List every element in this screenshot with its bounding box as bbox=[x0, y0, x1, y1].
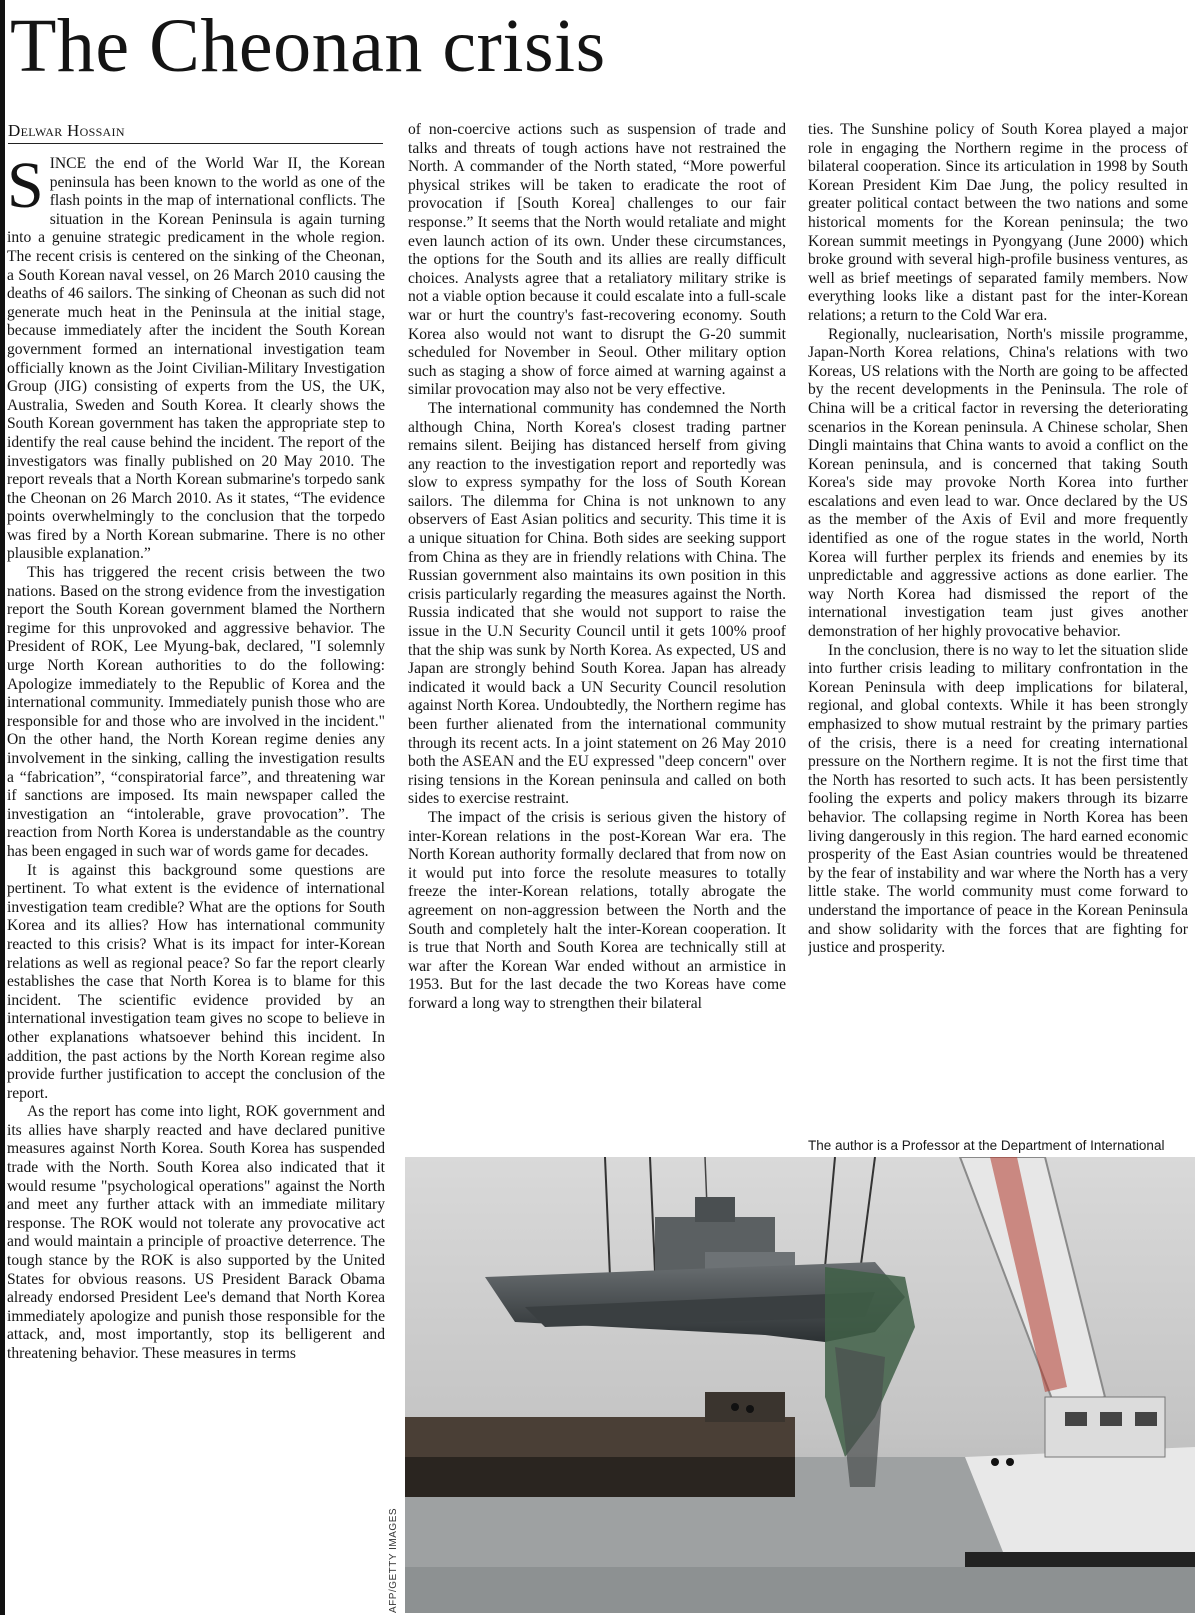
paragraph: In the conclusion, there is no way to let the situation slide into further crisis leading to military confrontation in the Korean Peninsula with deep implications for bilateral, regional, and global contexts. While it has been strongly emphasized to show mutual restraint by the primary parties of the crisis, there is a need for creating international pressure on the Northern regime. It is not the first time that the North has resorted to such acts. It has been persistently fooling the experts and policy makers through its bizarre behavior. The collapsing regime in North Korea has been living dangerously in this region. The hard earned economic prosperity of the East Asian countries would be threatened by the fear of instability and war where the North has a very little stake. The world community must come forward to understand the importance of peace in the Korean Peninsula and show solidarity with the forces that are fighting for justice and prosperity. bbox=[808, 641, 1188, 957]
byline: Delwar Hossain bbox=[8, 122, 383, 144]
article-column-3 bbox=[808, 121, 1188, 1121]
paragraph: ties. The Sunshine policy of South Korea played a major role in engaging the Northern regime in the process of bilateral cooperation. Since its articulation in 1998 by South Korean President Kim Dae Jung, the policy resulted in greater political contact between the two nations and some historical moments for the Korean peninsula; the two Korean summit meetings in Pyongyang (June 2000) which broke ground with several high-profile business ventures, as well as brief meetings of separated family members. Now everything looks like a distant past for the inter-Korean relations; a return to the Cold War era. bbox=[808, 121, 1188, 324]
paragraph bbox=[7, 155, 385, 564]
paragraph: The international community has condemned the North although China, North Korea's closest trading partner remains silent. Beijing has distanced herself from giving any reaction to the investigation report and reportedly was slow to express sympathy for the loss of South Korean sailors. The dilemma for China is not unknown to any observers of East Asian politics and security. This time it is a unique situation for China. Both sides are seeking support from China as they are in friendly relations with China. The Russian government also maintains its own position in this crisis particularly regarding the measures against the North. Russia indicated that she would not support to raise the issue in the U.N Security Council until it gets 100% proof that the ship was sunk by North Korea. As expected, US and Japan are strongly behind South Korea. Japan has already indicated it would back a UN Security Council resolution against North Korea. Undoubtedly, the Northern regime has been further alienated from the international community through its recent acts. In a joint statement on 26 May 2010 both the ASEAN and the EU expressed "deep concern" over rising tensions in the Korean peninsula and called on both sides to exercise restraint. bbox=[408, 399, 786, 808]
photo-credit: AFP/GETTY IMAGES bbox=[388, 1507, 399, 1613]
paragraph-text: INCE the end of the World War II, the Korean peninsula has been known to the world as one of the flash points in the map of international conflicts. The situation in the Korean Peninsula is again turning into a genuine strategic predicament in the whole region. The recent crisis is centered on the sinking of the Cheonan, a South Korean naval vessel, on 26 March 2010 causing the deaths of 46 sailors. The sinking of Cheonan as such did not generate much heat in the Peninsula at the initial stage, because immediately after the incident the South Korean government formed an international investigation team officially known as the Joint Civilian-Military Investigation Group (JIG) consisting of experts from the US, the UK, Australia, Sweden and South Korea. It clearly shows the South Korean government has taken the appropriate step to identify the real cause behind the incident. The report of the investigators was finally published on 20 May 2010. The report reveals that a North Korean submarine's torpedo sank the Cheonan on 26 March 2010. As it states, “The evidence points overwhelmingly to the conclusion that the torpedo was fired by a North Korean submarine. There is no other plausible explanation.” bbox=[7, 155, 385, 563]
paragraph: This has triggered the recent crisis between the two nations. Based on the strong evidence from the investigation report the South Korean government blamed the Northern regime for this unprovoked and aggressive behavior. The President of ROK, Lee Myung-bak, declared, "I solemnly urge North Korean authorities to do the following: Apologize immediately to the Republic of Korea and the international community. Immediately punish those who are responsible for and those who are involved in the incident." On the other hand, the North Korean regime denies any involvement in the sinking, calling the investigation results a “fabrication”, “conspiratorial farce”, and threatening war if sanctions are imposed. Its main newspaper called the investigation an “intolerable, grave provocation”. The reaction from North Korea is understandable as the country has been engaged in such war of words game for decades. bbox=[7, 564, 385, 860]
paragraph: of non-coercive actions such as suspension of trade and talks and threats of tough actions have not restrained the North. A commander of the North stated, “More powerful physical strikes will be taken to eradicate the root of provocation if [South Korea] challenges to our fair response.” It seems that the North would retaliate and might even launch action of its own. Under these circumstances, the options for the South and its allies are really difficult choices. Analysts agree that a retaliatory military strike is not a viable option because it could escalate into a full-scale war or hurt the country's fast-recovering economy. South Korea also would not want to disrupt the G-20 summit scheduled for November in Seoul. Other military option such as staging a show of force aimed at warning against a similar provocation may also not be very effective. bbox=[408, 121, 786, 399]
headline: The Cheonan crisis bbox=[10, 4, 606, 88]
paragraph: Regionally, nuclearisation, North's missile programme, Japan-North Korea relations, China's relations with two Koreas, US relations with the North are going to be affected by the recent developments in the Peninsula. The role of China will be a critical factor in reversing the deteriorating scenarios in the Korean peninsula. A Chinese scholar, Shen Dingli maintains that China wants to avoid a conflict on the Korean peninsula, and is concerned that taking South Korea's side may provoke North Korea into further escalations and even lead to war. Once declared by the US as the member of the Axis of Evil and more frequently identified as one of the rogue states in the world, North Korea will further perplex its friends and enemies by its unpredictable and aggressive actions as done earlier. The way North Korea had dismissed the report of the international investigation team just gives another demonstration of her highly provocative behavior. bbox=[808, 325, 1188, 641]
author-note: The author is a Professor at the Department of International bbox=[808, 1138, 1165, 1153]
article-column-2 bbox=[408, 121, 786, 1171]
article-column-1 bbox=[7, 155, 385, 1615]
drop-cap: S bbox=[7, 155, 44, 222]
news-photo bbox=[405, 1157, 1195, 1613]
paragraph: The impact of the crisis is serious given the history of inter-Korean relations in the post-Korean War era. The North Korean authority formally declared that from now on it would put into force the resolute measures to totally freeze the inter-Korean relations, totally abrogate the agreement on non-aggression between the North and the South and completely halt the inter-Korean cooperation. It is true that North and South Korea are technically still at war after the Korean War ended without an armistice in 1953. But for the last decade the two Koreas have come forward a long way to strengthen their bilateral bbox=[408, 808, 786, 1012]
paragraph: As the report has come into light, ROK government and its allies have sharply reacted and have declared punitive measures against North Korea. South Korea has suspended trade with the North. South Korea also indicated that it would resume "psychological operations" against the North and meet any further attack with an immediate military response. The ROK would not tolerate any provocative act and would maintain a principle of proactive deterrence. The tough stance by the ROK is also supported by the United States for obvious reasons. US President Barack Obama already endorsed President Lee's demand that North Korea immediately apologize and punish those responsible for the attack, and, most importantly, stop its belligerent and threatening behavior. These measures in terms bbox=[7, 1103, 385, 1362]
left-margin-rule bbox=[0, 0, 5, 1615]
paragraph: It is against this background some questions are pertinent. To what extent is the evidence of international investigation team credible? What are the options for South Korea and its allies? How has international community reacted to this crisis? What is its impact for inter-Korean relations as well as regional peace? So far the report clearly establishes the case that North Korea is to blame for this incident. The scientific evidence provided by an international investigation team gives no scope to believe in other explanations whatsoever behind this incident. In addition, the past actions by the North Korean regime also provide further justification to accept the conclusion of the report. bbox=[7, 861, 385, 1102]
